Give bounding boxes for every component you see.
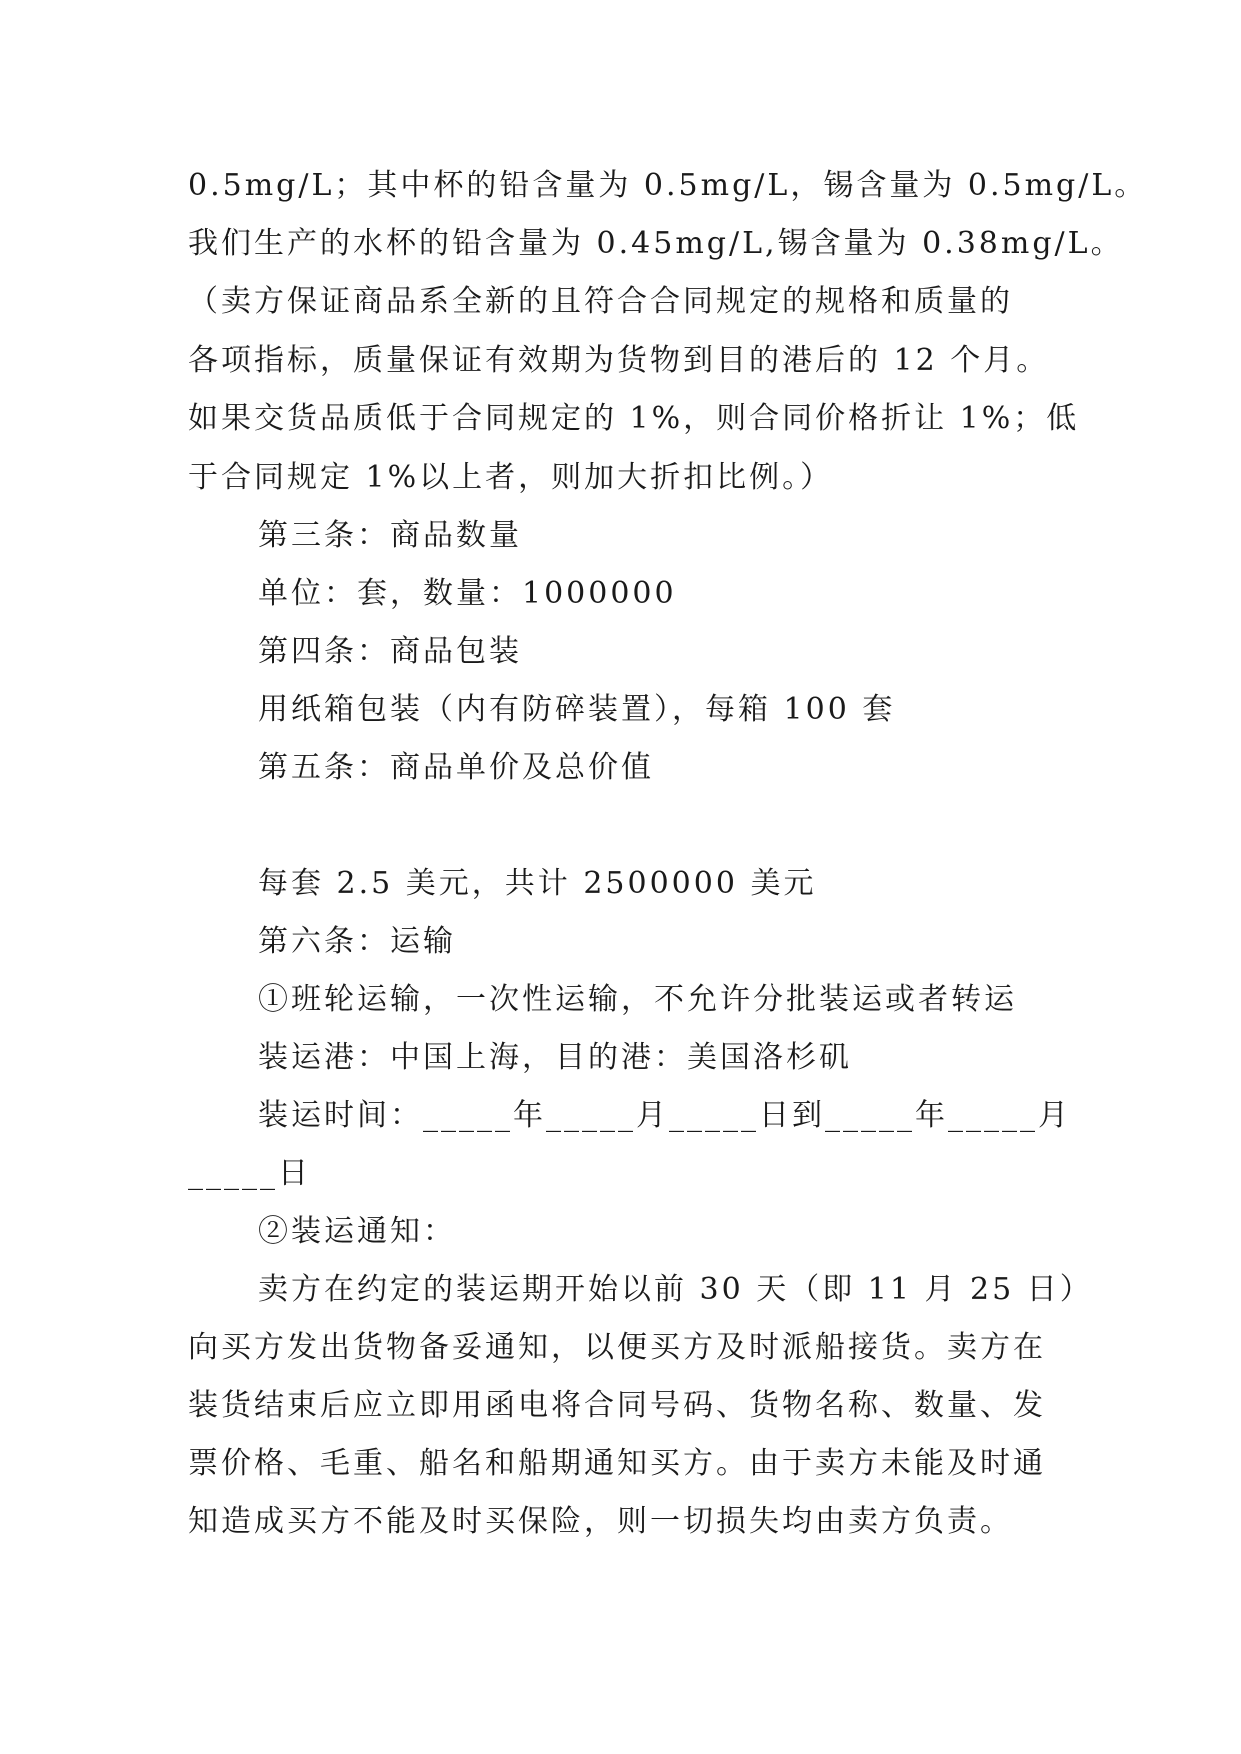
- text-line: 卖方在约定的装运期开始以前 30 天（即 11 月 25 日）: [258, 1272, 1093, 1307]
- section-heading: 第四条：商品包装: [258, 634, 522, 669]
- text-line: 我们生产的水杯的铅含量为 0.45mg/L,锡含量为 0.38mg/L。: [188, 226, 1124, 261]
- text-line: 于合同规定 1%以上者，则加大折扣比例。）: [188, 460, 834, 495]
- text-line: 如果交货品质低于合同规定的 1%，则合同价格折让 1%；低: [188, 401, 1080, 436]
- text-line: 装运时间：_____年_____月_____日到_____年_____月: [258, 1098, 1071, 1133]
- text-line: 每套 2.5 美元，共计 2500000 美元: [258, 866, 817, 901]
- section-heading: 第六条：运输: [258, 924, 456, 959]
- text-line: 向买方发出货物备妥通知，以便买方及时派船接货。卖方在: [188, 1330, 1046, 1365]
- text-line: _____日: [188, 1156, 311, 1191]
- text-line: 单位：套，数量：1000000: [258, 576, 677, 611]
- text-line: 用纸箱包装（内有防碎装置），每箱 100 套: [258, 692, 896, 727]
- section-heading: 第三条：商品数量: [258, 518, 522, 553]
- text-line: 各项指标，质量保证有效期为货物到目的港后的 12 个月。: [188, 343, 1050, 378]
- text-line: 票价格、毛重、船名和船期通知买方。由于卖方未能及时通: [188, 1446, 1046, 1481]
- text-line: 知造成买方不能及时买保险，则一切损失均由卖方负责。: [188, 1504, 1013, 1539]
- text-line: 装运港：中国上海，目的港：美国洛杉矶: [258, 1040, 852, 1075]
- text-line: ①班轮运输，一次性运输，不允许分批装运或者转运: [258, 982, 1017, 1017]
- text-line: （卖方保证商品系全新的且符合合同规定的规格和质量的: [188, 284, 1013, 319]
- section-heading: 第五条：商品单价及总价值: [258, 750, 654, 785]
- text-line: 装货结束后应立即用函电将合同号码、货物名称、数量、发: [188, 1388, 1046, 1423]
- text-line: 0.5mg/L；其中杯的铅含量为 0.5mg/L，锡含量为 0.5mg/L。: [188, 168, 1148, 203]
- text-line: ②装运通知：: [258, 1214, 456, 1249]
